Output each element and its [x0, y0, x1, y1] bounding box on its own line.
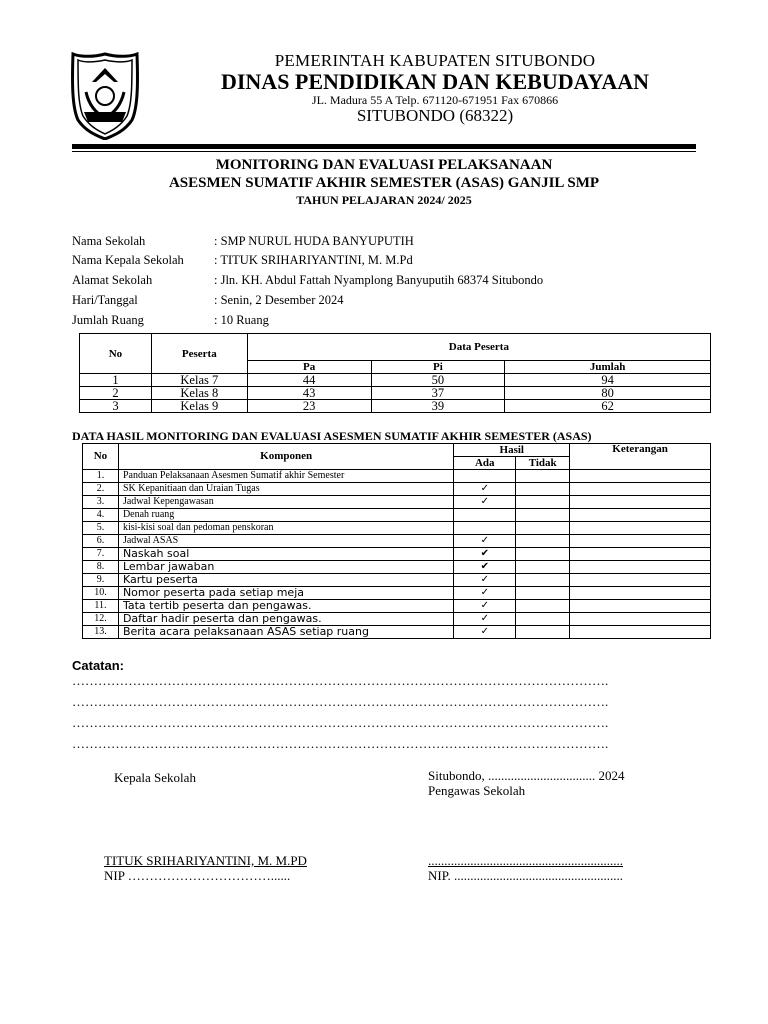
- col-data-peserta: Data Peserta: [247, 334, 710, 361]
- cell-tidak: [516, 483, 570, 496]
- cell-tidak: [516, 470, 570, 483]
- info-value-date: : Senin, 2 Desember 2024: [214, 293, 344, 307]
- col-ada: Ada: [454, 457, 516, 470]
- info-label-principal: Nama Kepala Sekolah: [72, 253, 184, 267]
- document-title-1: MONITORING DAN EVALUASI PELAKSANAAN: [215, 157, 553, 173]
- cell-no: 6.: [83, 535, 119, 548]
- info-label-school: Nama Sekolah: [72, 234, 146, 248]
- cell-keterangan: [570, 509, 711, 522]
- cell-tidak: [516, 496, 570, 509]
- cell-pa: 43: [247, 387, 371, 400]
- cell-pi: 39: [371, 400, 505, 413]
- notes-line-2: …………………………………………………………………………………………………………….: [72, 694, 609, 709]
- col-pi: Pi: [371, 361, 505, 374]
- cell-no: 1: [80, 374, 152, 387]
- cell-komponen: Denah ruang: [118, 509, 453, 522]
- cell-tidak: [516, 626, 570, 639]
- table-row: [80, 374, 711, 387]
- col-hasil: Hasil: [454, 444, 570, 457]
- cell-komponen: Panduan Pelaksanaan Asesmen Sumatif akhir Semester: [118, 470, 453, 483]
- info-label-date: Hari/Tanggal: [72, 293, 138, 307]
- cell-no: 10.: [83, 587, 119, 600]
- cell-keterangan: [570, 522, 711, 535]
- principal-name: TITUK SRIHARIYANTINI, M. M.PD: [104, 853, 307, 868]
- notes-line-3: …………………………………………………………………………………………………………….: [72, 715, 609, 730]
- principal-nip: NIP ……………………………......: [104, 868, 291, 883]
- check-icon: ✓: [454, 587, 516, 600]
- check-icon: ✓: [454, 626, 516, 639]
- cell-no: 8.: [83, 561, 119, 574]
- cell-tidak: [516, 522, 570, 535]
- cell-pi: 37: [371, 387, 505, 400]
- info-value-principal: : TITUK SRIHARIYANTINI, M. M.Pd: [214, 253, 413, 267]
- cell-komponen: Tata tertib peserta dan pengawas.: [118, 600, 453, 613]
- col-no: No: [83, 444, 119, 470]
- check-icon: ✔: [454, 561, 516, 574]
- regency-logo-icon: [70, 52, 140, 140]
- cell-keterangan: [570, 613, 711, 626]
- check-icon: ✓: [454, 613, 516, 626]
- cell-no: 9.: [83, 574, 119, 587]
- table-row: [83, 483, 711, 496]
- cell-komponen: kisi-kisi soal dan pedoman penskoran: [118, 522, 453, 535]
- cell-jumlah: 62: [505, 400, 711, 413]
- cell-keterangan: [570, 470, 711, 483]
- table-row: [83, 574, 711, 587]
- col-jumlah: Jumlah: [505, 361, 711, 374]
- cell-no: 13.: [83, 626, 119, 639]
- check-icon: [454, 470, 516, 483]
- cell-keterangan: [570, 600, 711, 613]
- table-row: [83, 522, 711, 535]
- check-icon: [454, 509, 516, 522]
- info-value-address: : Jln. KH. Abdul Fattah Nyamplong Banyuputih 68374 Situbondo: [214, 273, 544, 287]
- cell-no: 2: [80, 387, 152, 400]
- cell-tidak: [516, 613, 570, 626]
- table-row: [80, 387, 711, 400]
- header-rule-thick: [72, 144, 696, 149]
- cell-no: 2.: [83, 483, 119, 496]
- cell-komponen: Daftar hadir peserta dan pengawas.: [118, 613, 453, 626]
- notes-label: Catatan:: [72, 658, 125, 673]
- check-icon: ✓: [454, 535, 516, 548]
- header-government: PEMERINTAH KABUPATEN SITUBONDO: [274, 51, 596, 70]
- notes-line-1: …………………………………………………………………………………………………………….: [72, 673, 609, 688]
- cell-komponen: Naskah soal: [118, 548, 453, 561]
- check-icon: ✓: [454, 496, 516, 509]
- cell-komponen: Berita acara pelaksanaan ASAS setiap ruang: [118, 626, 453, 639]
- document-title-3: TAHUN PELAJARAN 2024/ 2025: [296, 193, 472, 207]
- col-pa: Pa: [247, 361, 371, 374]
- cell-keterangan: [570, 574, 711, 587]
- principal-title: Kepala Sekolah: [114, 770, 196, 785]
- cell-no: 12.: [83, 613, 119, 626]
- col-no: No: [80, 334, 152, 374]
- header-department: DINAS PENDIDIKAN DAN KEBUDAYAAN: [220, 69, 650, 94]
- info-value-school: : SMP NURUL HUDA BANYUPUTIH: [214, 234, 414, 248]
- cell-kelas: Kelas 9: [151, 400, 247, 413]
- cell-keterangan: [570, 483, 711, 496]
- table-row: [80, 400, 711, 413]
- check-icon: [454, 522, 516, 535]
- cell-keterangan: [570, 535, 711, 548]
- cell-komponen: Nomor peserta pada setiap meja: [118, 587, 453, 600]
- cell-keterangan: [570, 561, 711, 574]
- cell-pi: 50: [371, 374, 505, 387]
- col-tidak: Tidak: [516, 457, 570, 470]
- header-address: JL. Madura 55 A Telp. 671120-671951 Fax 670866: [311, 93, 559, 107]
- cell-no: 5.: [83, 522, 119, 535]
- cell-kelas: Kelas 7: [151, 374, 247, 387]
- cell-pa: 23: [247, 400, 371, 413]
- cell-komponen: Kartu peserta: [118, 574, 453, 587]
- participants-table: [79, 333, 711, 413]
- header-city: SITUBONDO (68322): [356, 106, 514, 125]
- cell-komponen: Jadwal Kepengawasan: [118, 496, 453, 509]
- cell-keterangan: [570, 626, 711, 639]
- cell-tidak: [516, 561, 570, 574]
- check-icon: ✓: [454, 600, 516, 613]
- table-row: [83, 496, 711, 509]
- cell-jumlah: 94: [505, 374, 711, 387]
- table-row: [83, 613, 711, 626]
- table-row: [83, 626, 711, 639]
- check-icon: ✓: [454, 574, 516, 587]
- cell-keterangan: [570, 548, 711, 561]
- cell-tidak: [516, 574, 570, 587]
- cell-no: 7.: [83, 548, 119, 561]
- cell-tidak: [516, 548, 570, 561]
- cell-pa: 44: [247, 374, 371, 387]
- supervisor-title: Pengawas Sekolah: [428, 783, 526, 798]
- cell-kelas: Kelas 8: [151, 387, 247, 400]
- cell-keterangan: [570, 587, 711, 600]
- col-peserta: Peserta: [151, 334, 247, 374]
- table-row: [83, 509, 711, 522]
- cell-komponen: Lembar jawaban: [118, 561, 453, 574]
- cell-no: 3: [80, 400, 152, 413]
- cell-no: 4.: [83, 509, 119, 522]
- cell-tidak: [516, 587, 570, 600]
- supervisor-nip: NIP. ....................................................: [428, 868, 624, 883]
- col-komponen: Komponen: [118, 444, 453, 470]
- cell-komponen: SK Kepanitiaan dan Uraian Tugas: [118, 483, 453, 496]
- supervisor-name: ............................................................: [428, 853, 623, 868]
- cell-tidak: [516, 600, 570, 613]
- table-row: [83, 561, 711, 574]
- cell-jumlah: 80: [505, 387, 711, 400]
- header-rule-thin: [72, 151, 696, 152]
- info-label-address: Alamat Sekolah: [72, 273, 153, 287]
- info-label-rooms: Jumlah Ruang: [72, 313, 144, 327]
- document-title-2: ASESMEN SUMATIF AKHIR SEMESTER (ASAS) GANJIL SMP: [168, 175, 600, 191]
- cell-tidak: [516, 535, 570, 548]
- col-keterangan: Keterangan: [570, 444, 711, 470]
- monitoring-title: DATA HASIL MONITORING DAN EVALUASI ASESMEN SUMATIF AKHIR SEMESTER (ASAS): [72, 429, 592, 443]
- cell-tidak: [516, 509, 570, 522]
- check-icon: ✓: [454, 483, 516, 496]
- sign-date: Situbondo, ................................. 2024: [428, 768, 625, 783]
- table-row: [83, 470, 711, 483]
- cell-komponen: Jadwal ASAS: [118, 535, 453, 548]
- cell-no: 3.: [83, 496, 119, 509]
- table-row: [83, 535, 711, 548]
- cell-no: 1.: [83, 470, 119, 483]
- monitoring-table: [82, 443, 711, 639]
- table-row: [83, 548, 711, 561]
- table-row: [83, 600, 711, 613]
- info-value-rooms: : 10 Ruang: [214, 313, 269, 327]
- check-icon: ✔: [454, 548, 516, 561]
- cell-no: 11.: [83, 600, 119, 613]
- table-row: [83, 587, 711, 600]
- notes-line-4: …………………………………………………………………………………………………………….: [72, 736, 609, 751]
- cell-keterangan: [570, 496, 711, 509]
